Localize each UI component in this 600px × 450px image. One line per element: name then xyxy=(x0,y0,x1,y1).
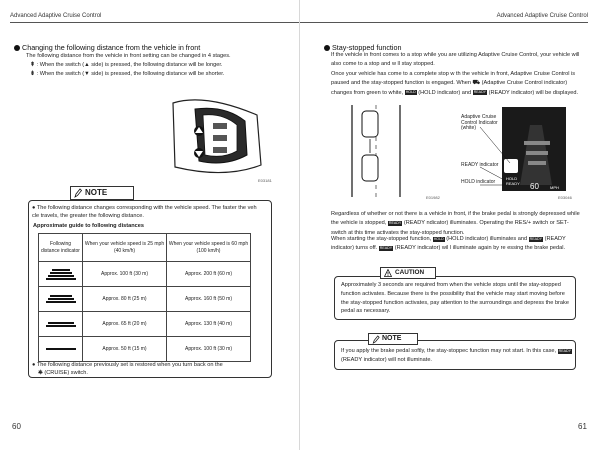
acc-indicator-callout: Adaptive Cruise Control Indicator (white) xyxy=(461,114,498,132)
note-bullet-1: ● The following distance changes corresponding with the vehicle speed. The faster the veh cle travels, the greater the following distance. xyxy=(32,205,257,219)
illustration-id: E03046 xyxy=(558,195,572,200)
cruise-switch-icon: ⎈ xyxy=(38,370,43,376)
stay-stopped-para-3: Regardless of whether or not there is a vehicle in front, if the brake pedal is strongly depressed while the vehicle is stopped, READY (READY ndicator) illuminates. Operating the RES/+ switch or SET- switch at this time activates the stay-stopped function. xyxy=(331,211,580,236)
ready-indicator-icon: READY xyxy=(388,220,402,225)
note-bullet-2: ● The following distance previously set is restored when you turn back on the xyxy=(32,362,223,368)
distance-switch-icon: ⇟ xyxy=(30,71,36,77)
gap-bars-icon xyxy=(40,348,81,350)
hold-indicator-callout: HOLD indicator xyxy=(461,179,496,185)
following-distance-table xyxy=(38,233,251,362)
stay-stopped-display-illustration xyxy=(330,105,566,197)
cluster-hold-label: HOLD xyxy=(506,176,518,181)
table-cell: Approx. 130 ft (40 m) xyxy=(167,312,251,337)
road-diagram xyxy=(352,105,400,197)
section-bullet-icon xyxy=(324,45,330,51)
table-cell: Approx. 80 ft (25 m) xyxy=(83,287,167,312)
note-pencil-icon xyxy=(372,335,380,344)
table-row xyxy=(39,312,251,337)
header-rule xyxy=(10,22,300,23)
table-row xyxy=(39,337,251,362)
distance-indicator-4-bars xyxy=(39,262,83,287)
gap-bars-icon xyxy=(40,322,81,327)
switch-down-line: ⇟ : When the switch (▼ side) is pressed, the following distance will be shorter. xyxy=(30,70,300,79)
gap-bars-icon xyxy=(40,269,81,280)
table-cell: Approx. 65 ft (20 m) xyxy=(83,312,167,337)
table-header: When your vehicle speed is 25 mph (40 km/h) xyxy=(83,234,167,262)
section-title: Changing the following distance from the vehicle in front xyxy=(14,43,200,53)
guide-title: Approximate guide to following distances xyxy=(33,223,144,229)
warning-triangle-icon xyxy=(384,269,392,277)
intro-text: The following distance from the vehicle in front setting can be changed in 4 stages. xyxy=(26,53,231,59)
note-bullet-2-cont: ⎈ (CRUISE) switch. xyxy=(38,370,88,376)
table-row xyxy=(39,287,251,312)
distance-switch-icon: ⇞ xyxy=(30,62,36,68)
note-tag: NOTE xyxy=(368,333,418,345)
cluster-speed: 60 xyxy=(530,182,539,191)
note-tag: NOTE xyxy=(70,186,134,200)
table-cell: Approx. 50 ft (15 m) xyxy=(83,337,167,362)
ready-indicator-icon: READY xyxy=(529,236,543,241)
ready-indicator-icon: READY xyxy=(473,90,487,95)
hold-indicator-icon: HOLD xyxy=(405,90,416,95)
ready-indicator-callout: READY indicator xyxy=(461,162,499,168)
switch-up-line: ⇞ : When the switch (▲ side) is pressed, the following distance will be longer. xyxy=(30,61,300,70)
note-pencil-icon xyxy=(74,188,82,198)
cluster-speed-unit: MPH xyxy=(550,185,559,190)
section-bullet-icon xyxy=(14,45,20,51)
illustration-id: E01982 xyxy=(426,195,440,200)
caution-tag: CAUTION xyxy=(380,267,436,279)
table-cell: Approx. 100 ft (30 m) xyxy=(83,262,167,287)
stay-stopped-para-1: If the vehicle in front comes to a stop while you are utilizing Adaptive Cruise Control, your vehicle will also come to a stop and w ll stay stopped. xyxy=(331,52,580,68)
table-cell: Approx. 200 ft (60 m) xyxy=(167,262,251,287)
distance-indicator-3-bars xyxy=(39,287,83,312)
table-header: Following distance indicator xyxy=(39,234,83,262)
hold-indicator-icon: HOLD xyxy=(433,236,444,241)
note-text: If you apply the brake pedal softly, the stay-stoppec function may not start. In this case, READY (READY indicator) will not illuminate. xyxy=(341,348,572,363)
acc-indicator-icon: ⛟ xyxy=(472,80,481,87)
header-rule xyxy=(300,22,588,23)
ready-indicator-icon: READY xyxy=(379,245,393,250)
ready-indicator-icon: READY xyxy=(558,348,572,353)
table-header: When your vehicle speed is 60 mph (100 km/h) xyxy=(167,234,251,262)
table-cell: Approx. 100 ft (30 m) xyxy=(167,337,251,362)
distance-indicator-1-bar xyxy=(39,337,83,362)
cluster-ready-label: READY xyxy=(506,181,520,186)
table-cell: Approx. 160 ft (50 m) xyxy=(167,287,251,312)
section-title: Stay-stopped function xyxy=(324,43,402,53)
caution-text: Approximately 3 seconds are required from when the vehicle stops until the stay-stopped function activates. Because there is the possibility that the vehicle may start moving before the stay-stopped function activates, pay attention to the surroundings and depress the brake pedal as necessary. xyxy=(341,282,569,315)
gap-bars-icon xyxy=(40,295,81,303)
page-number: 61 xyxy=(578,422,587,431)
illustration-id: E03181 xyxy=(258,178,272,183)
stay-stopped-para-4: When starting the stay-stopped function, HOLD (HOLD indicator) illuminates and READY (READY indicator) turns off. READY (READY indicator) wil l illuminate again by re essing the brake pedal. xyxy=(331,236,566,252)
page-number: 60 xyxy=(12,422,21,431)
steering-switch-illustration xyxy=(165,95,265,180)
table-row xyxy=(39,262,251,287)
distance-indicator-2-bars xyxy=(39,312,83,337)
running-head: Advanced Adaptive Cruise Control xyxy=(496,13,588,19)
running-head: Advanced Adaptive Cruise Control xyxy=(10,13,102,19)
stay-stopped-para-2: Once your vehicle has come to a complete stop w th the vehicle in front, Adaptive Cruise Control is paused and the stay-stopped function is engaged. When ⛟ (Adaptive Cruise Control indicator) changes from green to white, HOLD (HOLD indicator) and READY (READY indicator) will be displayed. xyxy=(331,71,579,96)
